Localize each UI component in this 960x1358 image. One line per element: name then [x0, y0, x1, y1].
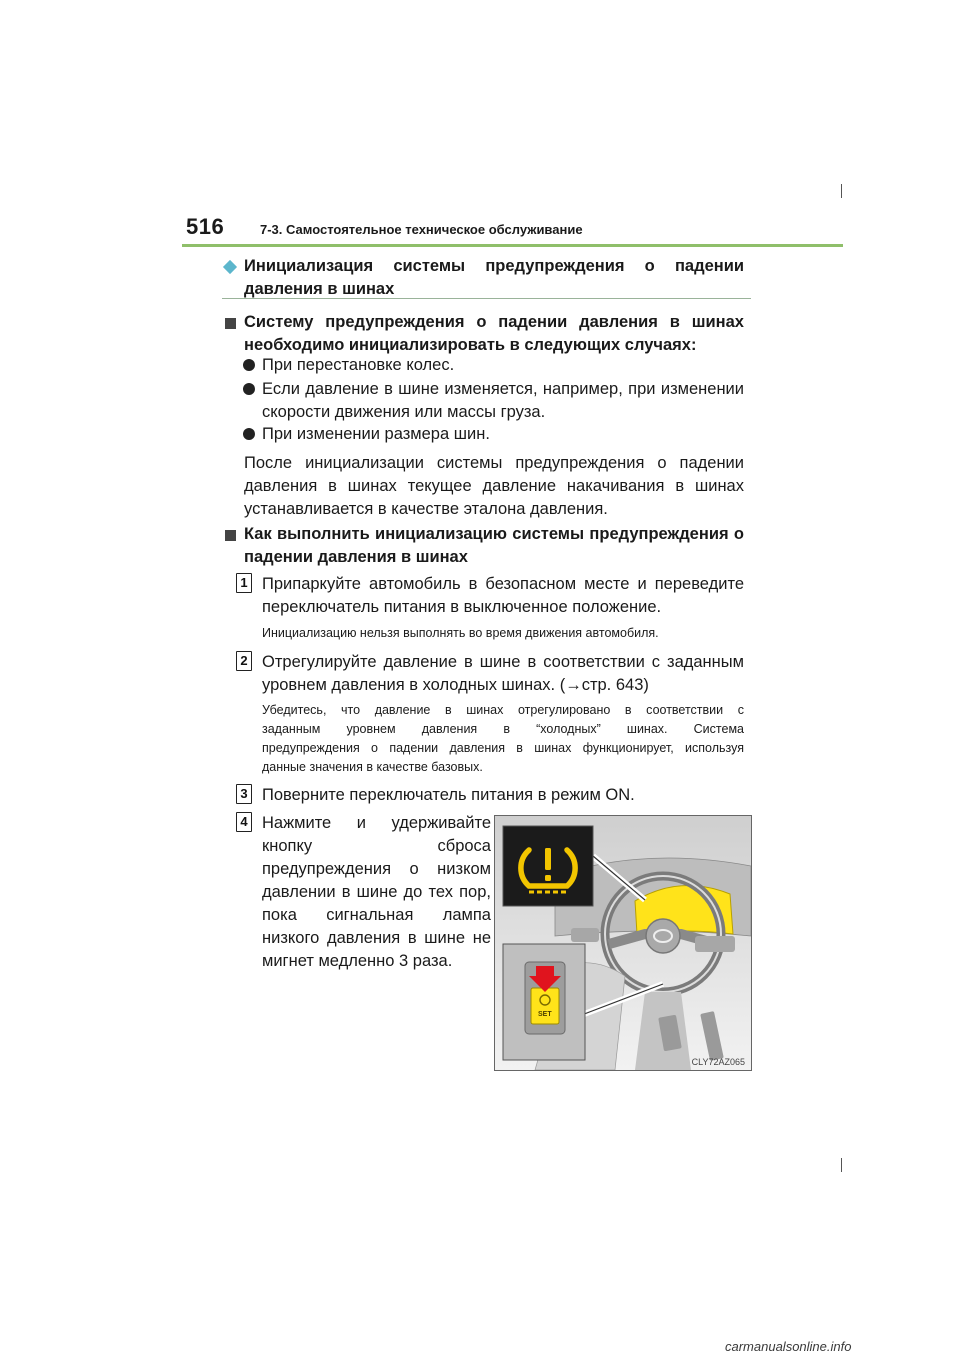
crop-mark-bottom [841, 1158, 842, 1172]
step-4-line-2: кнопку сброса [262, 837, 491, 855]
step-1-badge: 1 [236, 573, 252, 593]
dashboard-drawing [495, 816, 751, 1070]
bullet-3-text: При изменении размера шин. [262, 425, 490, 443]
block1-title-line-1: Систему предупреждения о падении давления в шинах [244, 313, 744, 331]
step-4-line-7: мигнет медленно 3 раза. [262, 952, 453, 970]
step-4-line-4: давлении в шине до тех пор, [262, 883, 491, 901]
watermark: carmanualsonline.info [725, 1339, 852, 1354]
step-2-note-line-3: предупреждения о падении давления в шинах функционирует, используя [262, 741, 744, 755]
step-1-line-2: переключатель питания в выключенное положение. [262, 598, 662, 616]
step-2-note-line-4: данные значения в качестве базовых. [262, 760, 483, 774]
diamond-bullet-icon [223, 260, 237, 274]
subhead-line-1: Инициализация системы предупреждения о падении [244, 257, 744, 275]
step-4-line-5: пока сигнальная лампа [262, 906, 491, 924]
paragraph-line-2: давления в шинах текущее давление накачивания в шинах [244, 477, 744, 495]
step-4-badge: 4 [236, 812, 252, 832]
page-number: 516 [186, 214, 225, 239]
subhead-line-2: давления в шинах [244, 280, 395, 298]
dashboard-illustration [494, 815, 752, 1071]
square-bullet-icon [225, 530, 236, 541]
round-bullet-icon [243, 359, 255, 371]
set-button-label: SET [538, 1011, 552, 1018]
tire-pressure-warning-light-icon [503, 826, 593, 906]
step-4-line-3: предупреждения о низком [262, 860, 491, 878]
step-2-note-line-1: Убедитесь, что давление в шинах отрегулировано в соответствии с [262, 703, 744, 717]
paragraph-line-1: После инициализации системы предупреждения о падении [244, 454, 744, 472]
round-bullet-icon [243, 383, 255, 395]
step-3-badge: 3 [236, 784, 252, 804]
round-bullet-icon [243, 428, 255, 440]
step-2-note-line-2: заданным уровнем давления в “холодных” шинах. Система [262, 722, 744, 736]
bullet-1-text: При перестановке колес. [262, 356, 455, 374]
section-title: 7-3. Самостоятельное техническое обслуживание [260, 222, 583, 237]
step-2-line-1: Отрегулируйте давление в шине в соответствии с заданным [262, 653, 744, 671]
figure-code: CLY72AZ065 [691, 1057, 745, 1067]
bullet-2-text-line-2: скорости движения или массы груза. [262, 403, 546, 421]
block2-title-line-2: падении давления в шинах [244, 548, 468, 566]
block1-title-line-2: необходимо инициализировать в следующих случаях: [244, 336, 697, 354]
set-button-inset [503, 944, 585, 1060]
square-bullet-icon [225, 318, 236, 329]
step-2-badge: 2 [236, 651, 252, 671]
step-4-line-1: Нажмите и удерживайте [262, 814, 491, 832]
paragraph-line-3: устанавливается в качестве эталона давления. [244, 500, 608, 518]
bullet-2-text-line-1: Если давление в шине изменяется, например, при изменении [262, 380, 744, 398]
block2-title-line-1: Как выполнить инициализацию системы предупреждения о [244, 525, 744, 543]
step-3-line-1: Поверните переключатель питания в режим ON. [262, 786, 635, 804]
crop-mark-top [841, 184, 842, 198]
subhead-rule [222, 298, 751, 299]
step-1-note: Инициализацию нельзя выполнять во время движения автомобиля. [262, 626, 659, 640]
header-rule [182, 244, 843, 247]
step-2-line-2: уровнем давления в холодных шинах. (→стр. 643) [262, 676, 649, 694]
step-1-line-1: Припаркуйте автомобиль в безопасном месте и переведите [262, 575, 744, 593]
step-4-line-6: низкого давления в шине не [262, 929, 491, 947]
